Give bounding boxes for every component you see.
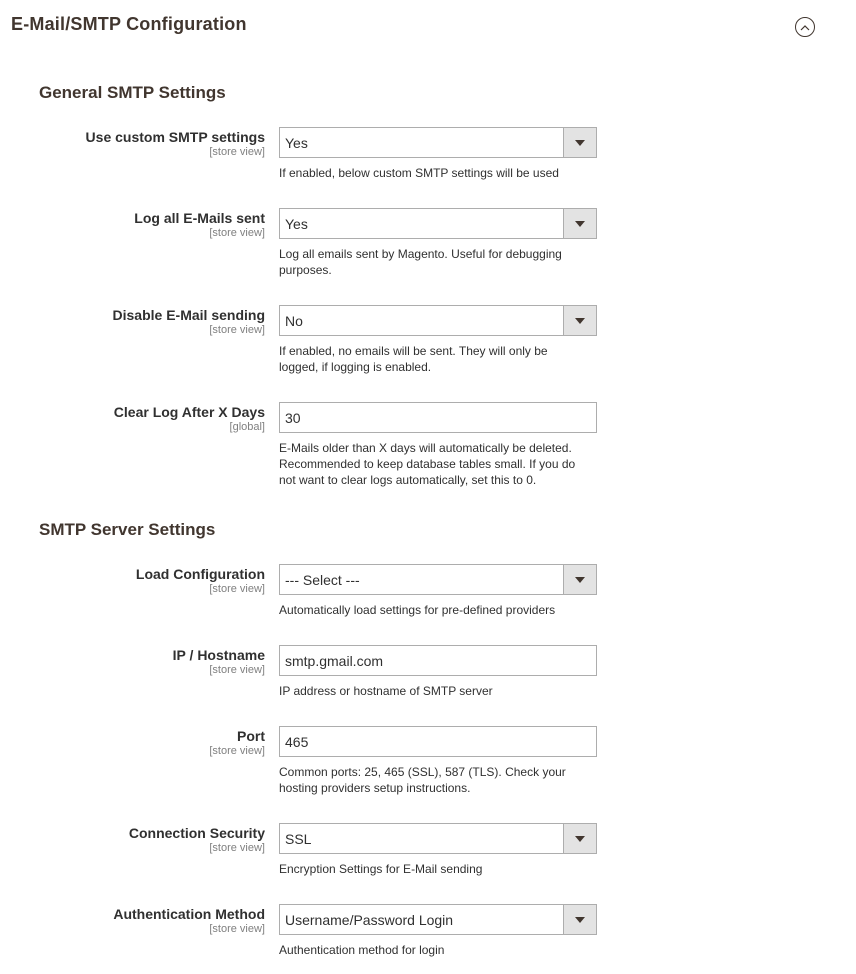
- chevron-up-icon: [800, 24, 810, 31]
- select-value: Yes: [285, 135, 308, 151]
- hostname-input[interactable]: [279, 645, 597, 676]
- scope-label: [store view]: [209, 923, 265, 935]
- field-label: Authentication Method: [113, 906, 265, 922]
- connection-security-select[interactable]: [279, 823, 597, 854]
- log-all-emails-select[interactable]: [279, 208, 597, 239]
- field-note: Common ports: 25, 465 (SSL), 587 (TLS). Check your hosting providers setup instructions.: [279, 765, 566, 795]
- field-note: If enabled, no emails will be sent. They will only be logged, if logging is enabled.: [279, 344, 548, 374]
- scope-label: [store view]: [209, 664, 265, 676]
- chevron-down-icon[interactable]: [563, 306, 596, 335]
- chevron-down-icon[interactable]: [563, 824, 596, 853]
- chevron-down-icon[interactable]: [563, 905, 596, 934]
- authentication-method-select[interactable]: [279, 904, 597, 935]
- field-note: Encryption Settings for E-Mail sending: [279, 862, 483, 876]
- field-note: Automatically load settings for pre-defined providers: [279, 603, 556, 617]
- section-title[interactable]: E-Mail/SMTP Configuration: [11, 14, 247, 34]
- port-input[interactable]: [279, 726, 597, 757]
- select-value: Yes: [285, 216, 308, 232]
- scope-label: [store view]: [209, 227, 265, 239]
- smtp-server-settings-title: SMTP Server Settings: [39, 520, 216, 539]
- disable-email-sending-select[interactable]: [279, 305, 597, 336]
- field-note: Log all emails sent by Magento. Useful for debugging purposes.: [279, 247, 562, 277]
- field-note: IP address or hostname of SMTP server: [279, 684, 493, 698]
- field-label: Load Configuration: [135, 566, 265, 582]
- field-note: E-Mails older than X days will automatically be deleted. Recommended to keep database tables small. If you do not want to clear logs automatically, set this to 0.: [279, 441, 576, 487]
- general-smtp-settings-title: General SMTP Settings: [39, 83, 226, 102]
- chevron-down-icon[interactable]: [563, 128, 596, 157]
- field-label: Use custom SMTP settings: [85, 129, 265, 145]
- field-note: Authentication method for login: [279, 943, 445, 957]
- field-label: Clear Log After X Days: [113, 404, 265, 420]
- select-value: Username/Password Login: [285, 912, 454, 928]
- collapse-button[interactable]: [795, 17, 815, 37]
- field-label: Port: [237, 728, 265, 744]
- field-label: IP / Hostname: [172, 647, 265, 663]
- use-custom-smtp-select[interactable]: [279, 127, 597, 158]
- scope-label: [store view]: [209, 324, 265, 336]
- chevron-down-icon[interactable]: [563, 209, 596, 238]
- field-note: If enabled, below custom SMTP settings will be used: [279, 166, 559, 180]
- clear-log-days-input[interactable]: [279, 402, 597, 433]
- field-label: Disable E-Mail sending: [112, 307, 265, 323]
- select-value: SSL: [285, 831, 312, 847]
- chevron-down-icon[interactable]: [563, 565, 596, 594]
- select-value: --- Select ---: [285, 572, 360, 588]
- scope-label: [store view]: [209, 146, 265, 158]
- scope-label: [global]: [229, 421, 265, 433]
- load-configuration-select[interactable]: [279, 564, 597, 595]
- field-label: Log all E-Mails sent: [134, 210, 265, 226]
- scope-label: [store view]: [209, 583, 265, 595]
- select-value: No: [285, 313, 303, 329]
- scope-label: [store view]: [209, 842, 265, 854]
- field-label: Connection Security: [128, 825, 265, 841]
- scope-label: [store view]: [209, 745, 265, 757]
